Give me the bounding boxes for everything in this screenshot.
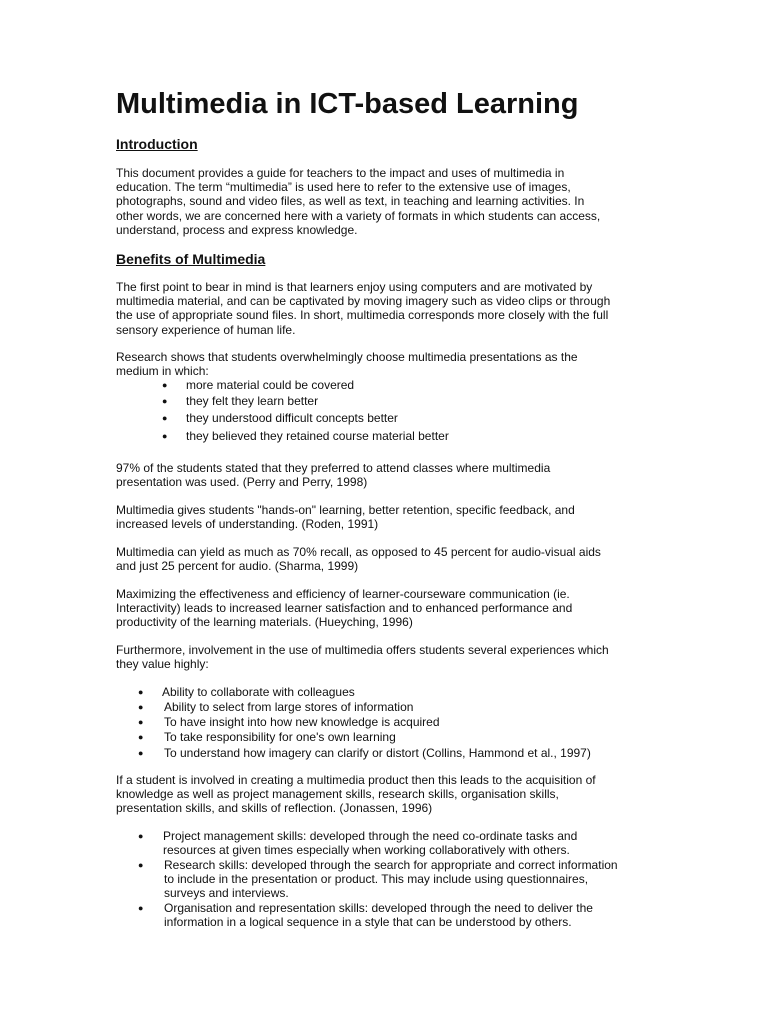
text-line: resources at given times especially when working collaboratively with others.: [163, 843, 570, 858]
first-point-paragraph: [116, 280, 656, 337]
bullet-icon: ●: [138, 732, 144, 742]
bullet-icon: ●: [138, 903, 144, 913]
list-item-text: Ability to collaborate with colleagues: [162, 685, 355, 699]
maximizing-paragraph: [116, 587, 656, 630]
text-line: 97% of the students stated that they preferred to attend classes where multimedia: [116, 461, 551, 475]
text-line: Maximizing the effectiveness and efficiency of learner-courseware communication (ie.: [116, 587, 570, 601]
research-paragraph: [116, 350, 656, 378]
text-line: education. The term “multimedia” is used here to refer to the extensive use of images,: [116, 180, 571, 195]
text-line: sensory experience of human life.: [116, 322, 296, 337]
text-line: Research shows that students overwhelmingly choose multimedia presentations as the: [116, 350, 578, 364]
text-line: surveys and interviews.: [164, 886, 289, 901]
bullet-icon: ●: [138, 702, 144, 712]
bullet-icon: ●: [138, 717, 144, 727]
text-line: medium in which:: [116, 364, 209, 379]
list-item-text: they felt they learn better: [186, 394, 319, 408]
text-line: productivity of the learning materials. (Hueyching, 1996): [116, 615, 413, 630]
bullet-icon: ●: [162, 380, 168, 390]
intro-paragraph: [116, 166, 656, 237]
text-line: Research skills: developed through the search for appropriate and correct information: [164, 858, 618, 872]
text-line: presentation was used. (Perry and Perry, 1998): [116, 475, 368, 490]
introduction-heading: Introduction: [116, 136, 198, 152]
text-line: Multimedia can yield as much as 70% recall, as opposed to 45 percent for audio-visual aids: [116, 545, 601, 559]
list-item-text: [164, 901, 593, 929]
text-line: to include in the presentation or product. This may include using questionnaires,: [164, 872, 589, 887]
list-item-text: [163, 829, 577, 857]
list-item-text: To take responsibility for one's own learning: [164, 730, 396, 744]
bullet-icon: ●: [162, 396, 168, 406]
list-item-text: they understood difficult concepts better: [186, 411, 398, 425]
list-item-text: more material could be covered: [186, 378, 355, 392]
ninety-seven-percent-paragraph: [116, 461, 656, 489]
furthermore-paragraph: [116, 643, 656, 671]
text-line: If a student is involved in creating a multimedia product then this leads to the acquisition of: [116, 773, 596, 787]
list-item-text: Ability to select from large stores of information: [164, 700, 414, 714]
text-line: presentation skills, and skills of reflection. (Jonassen, 1996): [116, 801, 433, 816]
text-line: This document provides a guide for teachers to the impact and uses of multimedia in: [116, 166, 565, 180]
text-line: increased levels of understanding. (Roden, 1991): [116, 517, 379, 532]
text-line: the use of appropriate sound files. In short, multimedia corresponds more closely with the full: [116, 308, 609, 323]
bullet-icon: ●: [138, 831, 144, 841]
text-line: Multimedia gives students "hands-on" learning, better retention, specific feedback, and: [116, 503, 575, 517]
bullet-icon: ●: [138, 860, 144, 870]
text-line: and just 25 percent for audio. (Sharma, 1999): [116, 559, 359, 574]
bullet-icon: ●: [162, 431, 168, 441]
text-line: understand, process and express knowledge.: [116, 222, 358, 237]
text-line: knowledge as well as project management skills, research skills, organisation skills,: [116, 787, 559, 802]
text-line: other words, we are concerned here with a variety of formats in which students can access,: [116, 208, 601, 223]
text-line: information in a logical sequence in a style that can be understood by others.: [164, 915, 572, 930]
list-item-text: To understand how imagery can clarify or distort (Collins, Hammond et al., 1997): [164, 746, 591, 760]
text-line: Furthermore, involvement in the use of multimedia offers students several experiences which: [116, 643, 609, 657]
text-line: The first point to bear in mind is that learners enjoy using computers and are motivated by: [116, 280, 593, 294]
creating-product-paragraph: [116, 773, 656, 816]
recall-paragraph: [116, 545, 656, 573]
text-line: multimedia material, and can be captivated by moving imagery such as video clips or through: [116, 294, 611, 309]
list-item-text: To have insight into how new knowledge is acquired: [164, 715, 440, 729]
text-line: Project management skills: developed through the need co-ordinate tasks and: [163, 829, 578, 843]
bullet-icon: ●: [138, 748, 144, 758]
benefits-heading: Benefits of Multimedia: [116, 251, 266, 267]
bullet-icon: ●: [162, 413, 168, 423]
bullet-icon: ●: [138, 687, 144, 697]
list-item-text: [164, 858, 618, 901]
text-line: they value highly:: [116, 657, 209, 672]
text-line: Organisation and representation skills: developed through the need to deliver the: [164, 901, 593, 915]
page-title: Multimedia in ICT-based Learning: [116, 88, 579, 120]
text-line: Interactivity) leads to increased learner satisfaction and to enhanced performance and: [116, 601, 573, 616]
list-item-text: they believed they retained course material better: [186, 429, 449, 443]
text-line: photographs, sound and video files, as well as text, in teaching and learning activities. In: [116, 194, 585, 209]
hands-on-paragraph: [116, 503, 656, 531]
